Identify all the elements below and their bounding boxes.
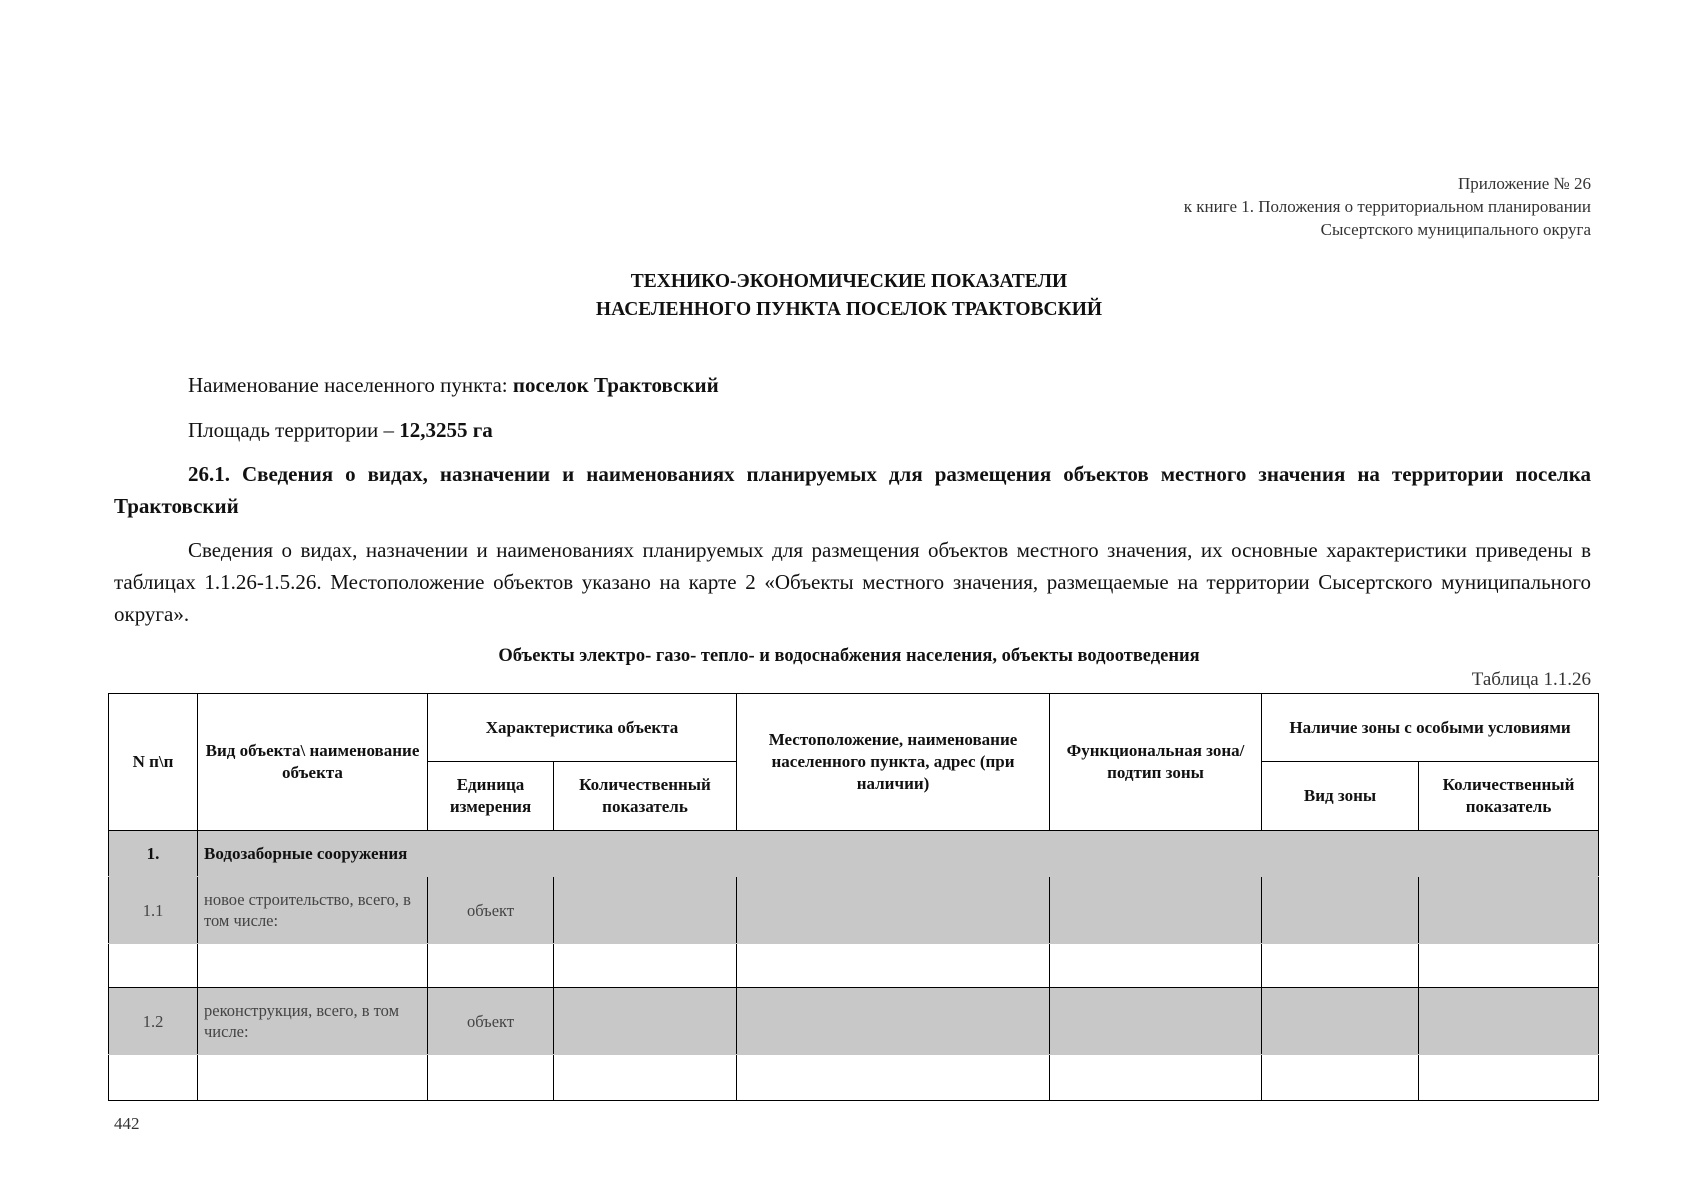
cell-row-1-2-name: реконструкция, всего, в том числе:: [198, 988, 428, 1055]
cell-section-num: 1.: [109, 831, 198, 877]
table-caption: Объекты электро- газо- тепло- и водоснабжения населения, объекты водоотведения: [498, 646, 1200, 666]
table-row-section-1: [109, 831, 1599, 877]
document-title-line-2: НАСЕЛЕННОГО ПУНКТА ПОСЕЛОК ТРАКТОВСКИЙ: [595, 299, 1103, 320]
page-number: 442: [114, 1114, 140, 1133]
cell-row-1-1-zone-quantity: [1419, 877, 1599, 944]
indicators-table: [108, 693, 1599, 1101]
section-heading: 26.1. Сведения о видах, назначении и наименованиях планируемых для размещения объектов местного значения на территории поселка Трактовский: [114, 462, 1591, 518]
header-characteristics: Характеристика объекта: [428, 694, 737, 762]
cell-empty: [198, 944, 428, 988]
cell-empty: [109, 1055, 198, 1101]
table-row-1-2: [109, 988, 1599, 1055]
cell-row-1-1-zone-type: [1262, 877, 1419, 944]
table-row-empty-1: [109, 944, 1599, 988]
header-num: N п\п: [109, 694, 198, 831]
cell-empty: [1262, 944, 1419, 988]
header-object-type: Вид объекта\ наименование объекта: [198, 694, 428, 831]
cell-empty: [554, 944, 737, 988]
header-zone-quantity: Количественный показатель: [1419, 762, 1599, 831]
header-special-zone: Наличие зоны с особыми условиями: [1262, 694, 1599, 762]
cell-empty: [198, 1055, 428, 1101]
cell-empty: [1419, 1055, 1599, 1101]
table-header-row-1: [109, 694, 1599, 762]
cell-empty: [109, 944, 198, 988]
area-line: [188, 414, 493, 446]
cell-row-1-2-zone-quantity: [1419, 988, 1599, 1055]
header-unit: Единица измерения: [428, 762, 554, 831]
cell-row-1-1-num: 1.1: [109, 877, 198, 944]
cell-row-1-2-zone: [1050, 988, 1262, 1055]
section-body-paragraph: Сведения о видах, назначении и наименованиях планируемых для размещения объектов местного значения, их основные характеристики приведены в таблицах 1.1.26-1.5.26. Местоположение объектов указано на карте 2 «Объекты местного значения, размещаемые на территории Сысертского муниципального округа».: [114, 538, 1591, 626]
appendix-header: [1184, 172, 1591, 241]
cell-row-1-1-location: [737, 877, 1050, 944]
area-label: Площадь территории –: [188, 418, 400, 442]
area-value: 12,3255 га: [399, 418, 493, 442]
cell-empty: [1262, 1055, 1419, 1101]
cell-empty: [1050, 944, 1262, 988]
cell-row-1-1-unit: объект: [428, 877, 554, 944]
settlement-name-label: Наименование населенного пункта:: [188, 373, 513, 397]
document-title: [0, 268, 1698, 324]
appendix-line-3: Сысертского муниципального округа: [1320, 220, 1591, 239]
cell-row-1-2-location: [737, 988, 1050, 1055]
table-row-empty-2: [109, 1055, 1599, 1101]
cell-row-1-1-quantity: [554, 877, 737, 944]
cell-empty: [428, 944, 554, 988]
table-row-1-1: [109, 877, 1599, 944]
cell-empty: [1050, 1055, 1262, 1101]
cell-row-1-2-quantity: [554, 988, 737, 1055]
appendix-line-1: Приложение № 26: [1458, 174, 1591, 193]
header-quantity: Количественный показатель: [554, 762, 737, 831]
cell-row-1-2-num: 1.2: [109, 988, 198, 1055]
cell-empty: [737, 944, 1050, 988]
cell-empty: [428, 1055, 554, 1101]
header-location: Местоположение, наименование населенного пункта, адрес (при наличии): [737, 694, 1050, 831]
cell-empty: [554, 1055, 737, 1101]
settlement-name-value: поселок Трактовский: [512, 373, 719, 397]
cell-section-name: Водозаборные сооружения: [198, 831, 1599, 877]
cell-row-1-1-zone: [1050, 877, 1262, 944]
cell-row-1-1-name: новое строительство, всего, в том числе:: [198, 877, 428, 944]
cell-empty: [737, 1055, 1050, 1101]
appendix-line-2: к книге 1. Положения о территориальном планировании: [1183, 197, 1591, 216]
cell-row-1-2-zone-type: [1262, 988, 1419, 1055]
cell-empty: [1419, 944, 1599, 988]
header-functional-zone: Функциональная зона/ подтип зоны: [1050, 694, 1262, 831]
table-number: Таблица 1.1.26: [1471, 669, 1591, 690]
cell-row-1-2-unit: объект: [428, 988, 554, 1055]
document-title-line-1: ТЕХНИКО-ЭКОНОМИЧЕСКИЕ ПОКАЗАТЕЛИ: [630, 271, 1068, 292]
header-zone-type: Вид зоны: [1262, 762, 1419, 831]
settlement-name-line: [188, 369, 719, 401]
